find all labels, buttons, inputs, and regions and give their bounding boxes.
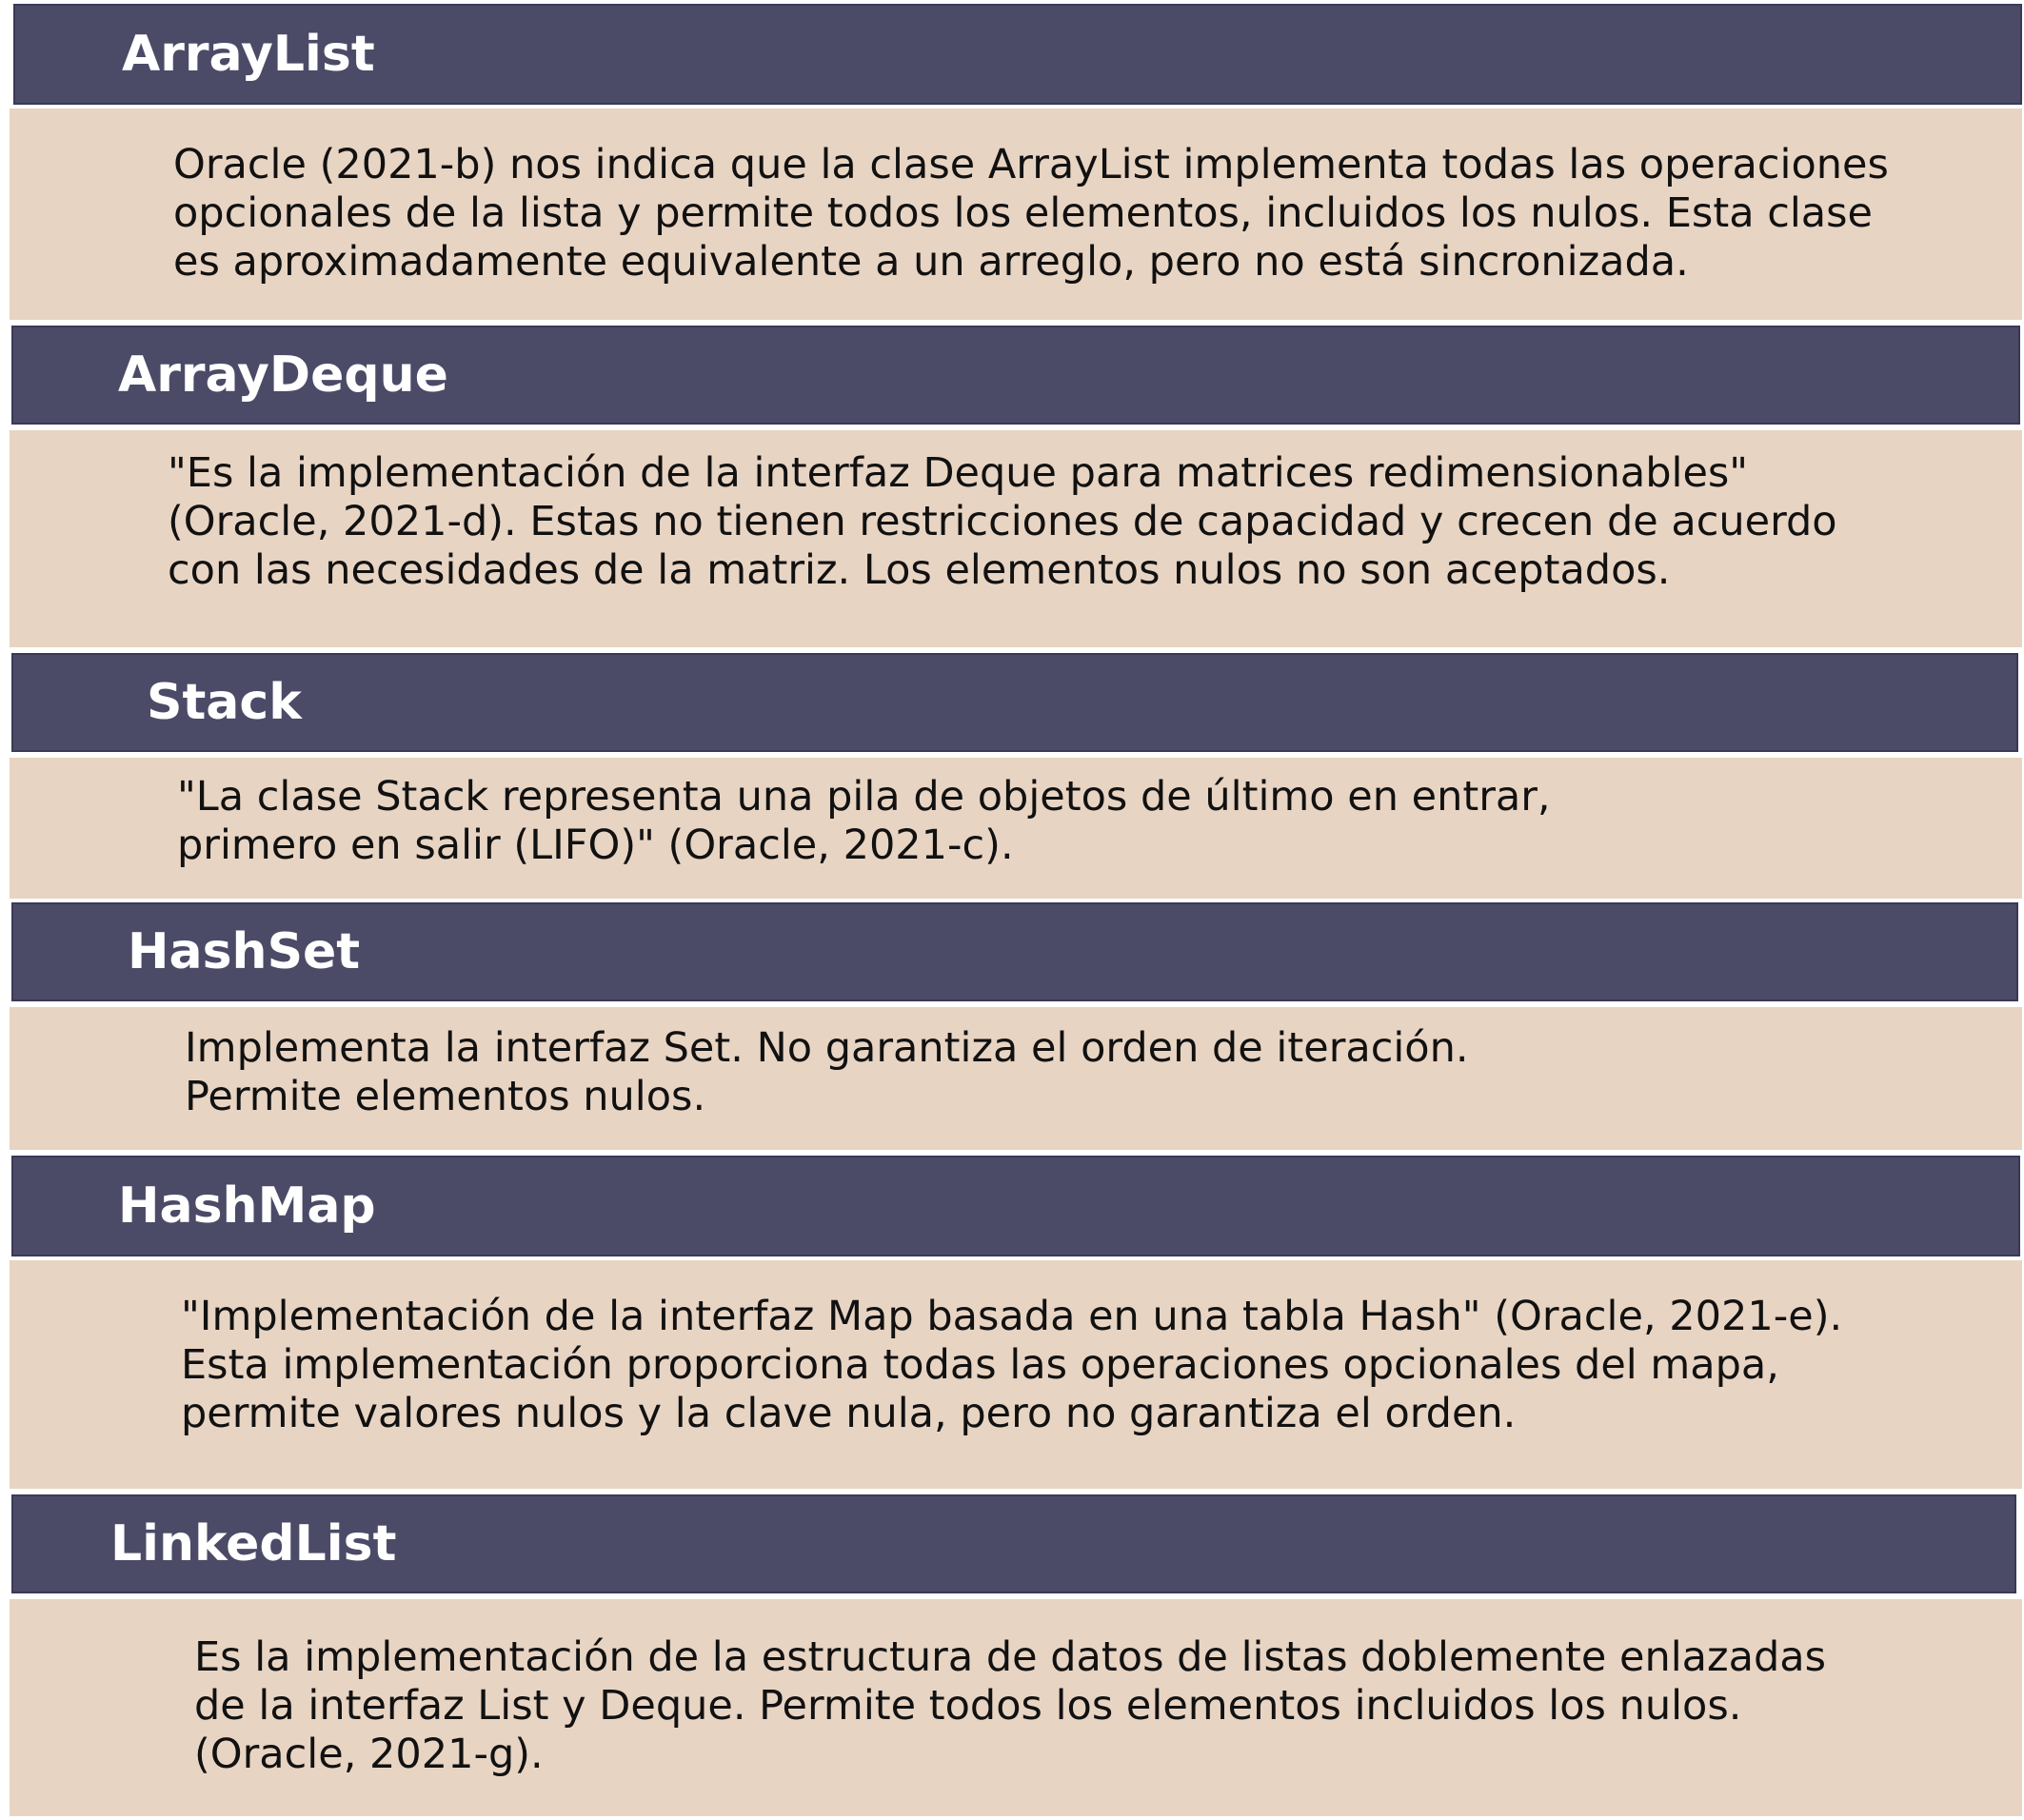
- text-line: Oracle (2021-b) nos indica que la clase ArrayList implementa todas las operaciones: [173, 141, 1889, 188]
- text-line: "Implementación de la interfaz Map basada en una tabla Hash" (Oracle, 2021-e).: [181, 1293, 1843, 1340]
- body-hashmap: [10, 1260, 2022, 1489]
- header-hashmap: [11, 1156, 2020, 1256]
- body-arraylist: [10, 109, 2022, 320]
- body-linkedlist: [10, 1599, 2022, 1816]
- header-arraydeque: [11, 326, 2020, 425]
- body-hashset: [10, 1007, 2022, 1150]
- section-title: LinkedList: [110, 1515, 397, 1573]
- header-hashset: [11, 902, 2018, 1001]
- text-line: Esta implementación proporciona todas las operaciones opcionales del mapa,: [181, 1341, 1779, 1389]
- section-title: HashSet: [128, 923, 361, 980]
- section-title: HashMap: [118, 1177, 376, 1235]
- text-line: de la interfaz List y Deque. Permite todos los elementos incluidos los nulos.: [194, 1682, 1742, 1730]
- text-line: Permite elementos nulos.: [185, 1073, 706, 1120]
- text-line: opcionales de la lista y permite todos los elementos, incluidos los nulos. Esta clase: [173, 189, 1874, 237]
- text-line: primero en salir (LIFO)" (Oracle, 2021-c).: [177, 821, 1014, 869]
- header-arraylist: [13, 4, 2022, 105]
- body-arraydeque: [10, 430, 2022, 647]
- section-title: Stack: [147, 674, 302, 731]
- text-line: es aproximadamente equivalente a un arreglo, pero no está sincronizada.: [173, 238, 1689, 286]
- section-title: ArrayDeque: [118, 346, 448, 404]
- text-line: (Oracle, 2021-g).: [194, 1731, 544, 1778]
- header-stack: [11, 653, 2018, 752]
- header-linkedlist: [11, 1494, 2016, 1593]
- section-title: ArrayList: [122, 26, 375, 83]
- text-line: permite valores nulos y la clave nula, pero no garantiza el orden.: [181, 1390, 1517, 1437]
- text-line: Es la implementación de la estructura de datos de listas doblemente enlazadas: [194, 1633, 1826, 1681]
- body-stack: [10, 758, 2022, 899]
- text-line: "La clase Stack representa una pila de objetos de último en entrar,: [177, 773, 1551, 821]
- text-line: Implementa la interfaz Set. No garantiza el orden de iteración.: [185, 1024, 1469, 1072]
- text-line: con las necesidades de la matriz. Los elementos nulos no son aceptados.: [168, 546, 1671, 594]
- text-line: (Oracle, 2021-d). Estas no tienen restricciones de capacidad y crecen de acuerdo: [168, 498, 1837, 545]
- text-line: "Es la implementación de la interfaz Deque para matrices redimensionables": [168, 449, 1749, 497]
